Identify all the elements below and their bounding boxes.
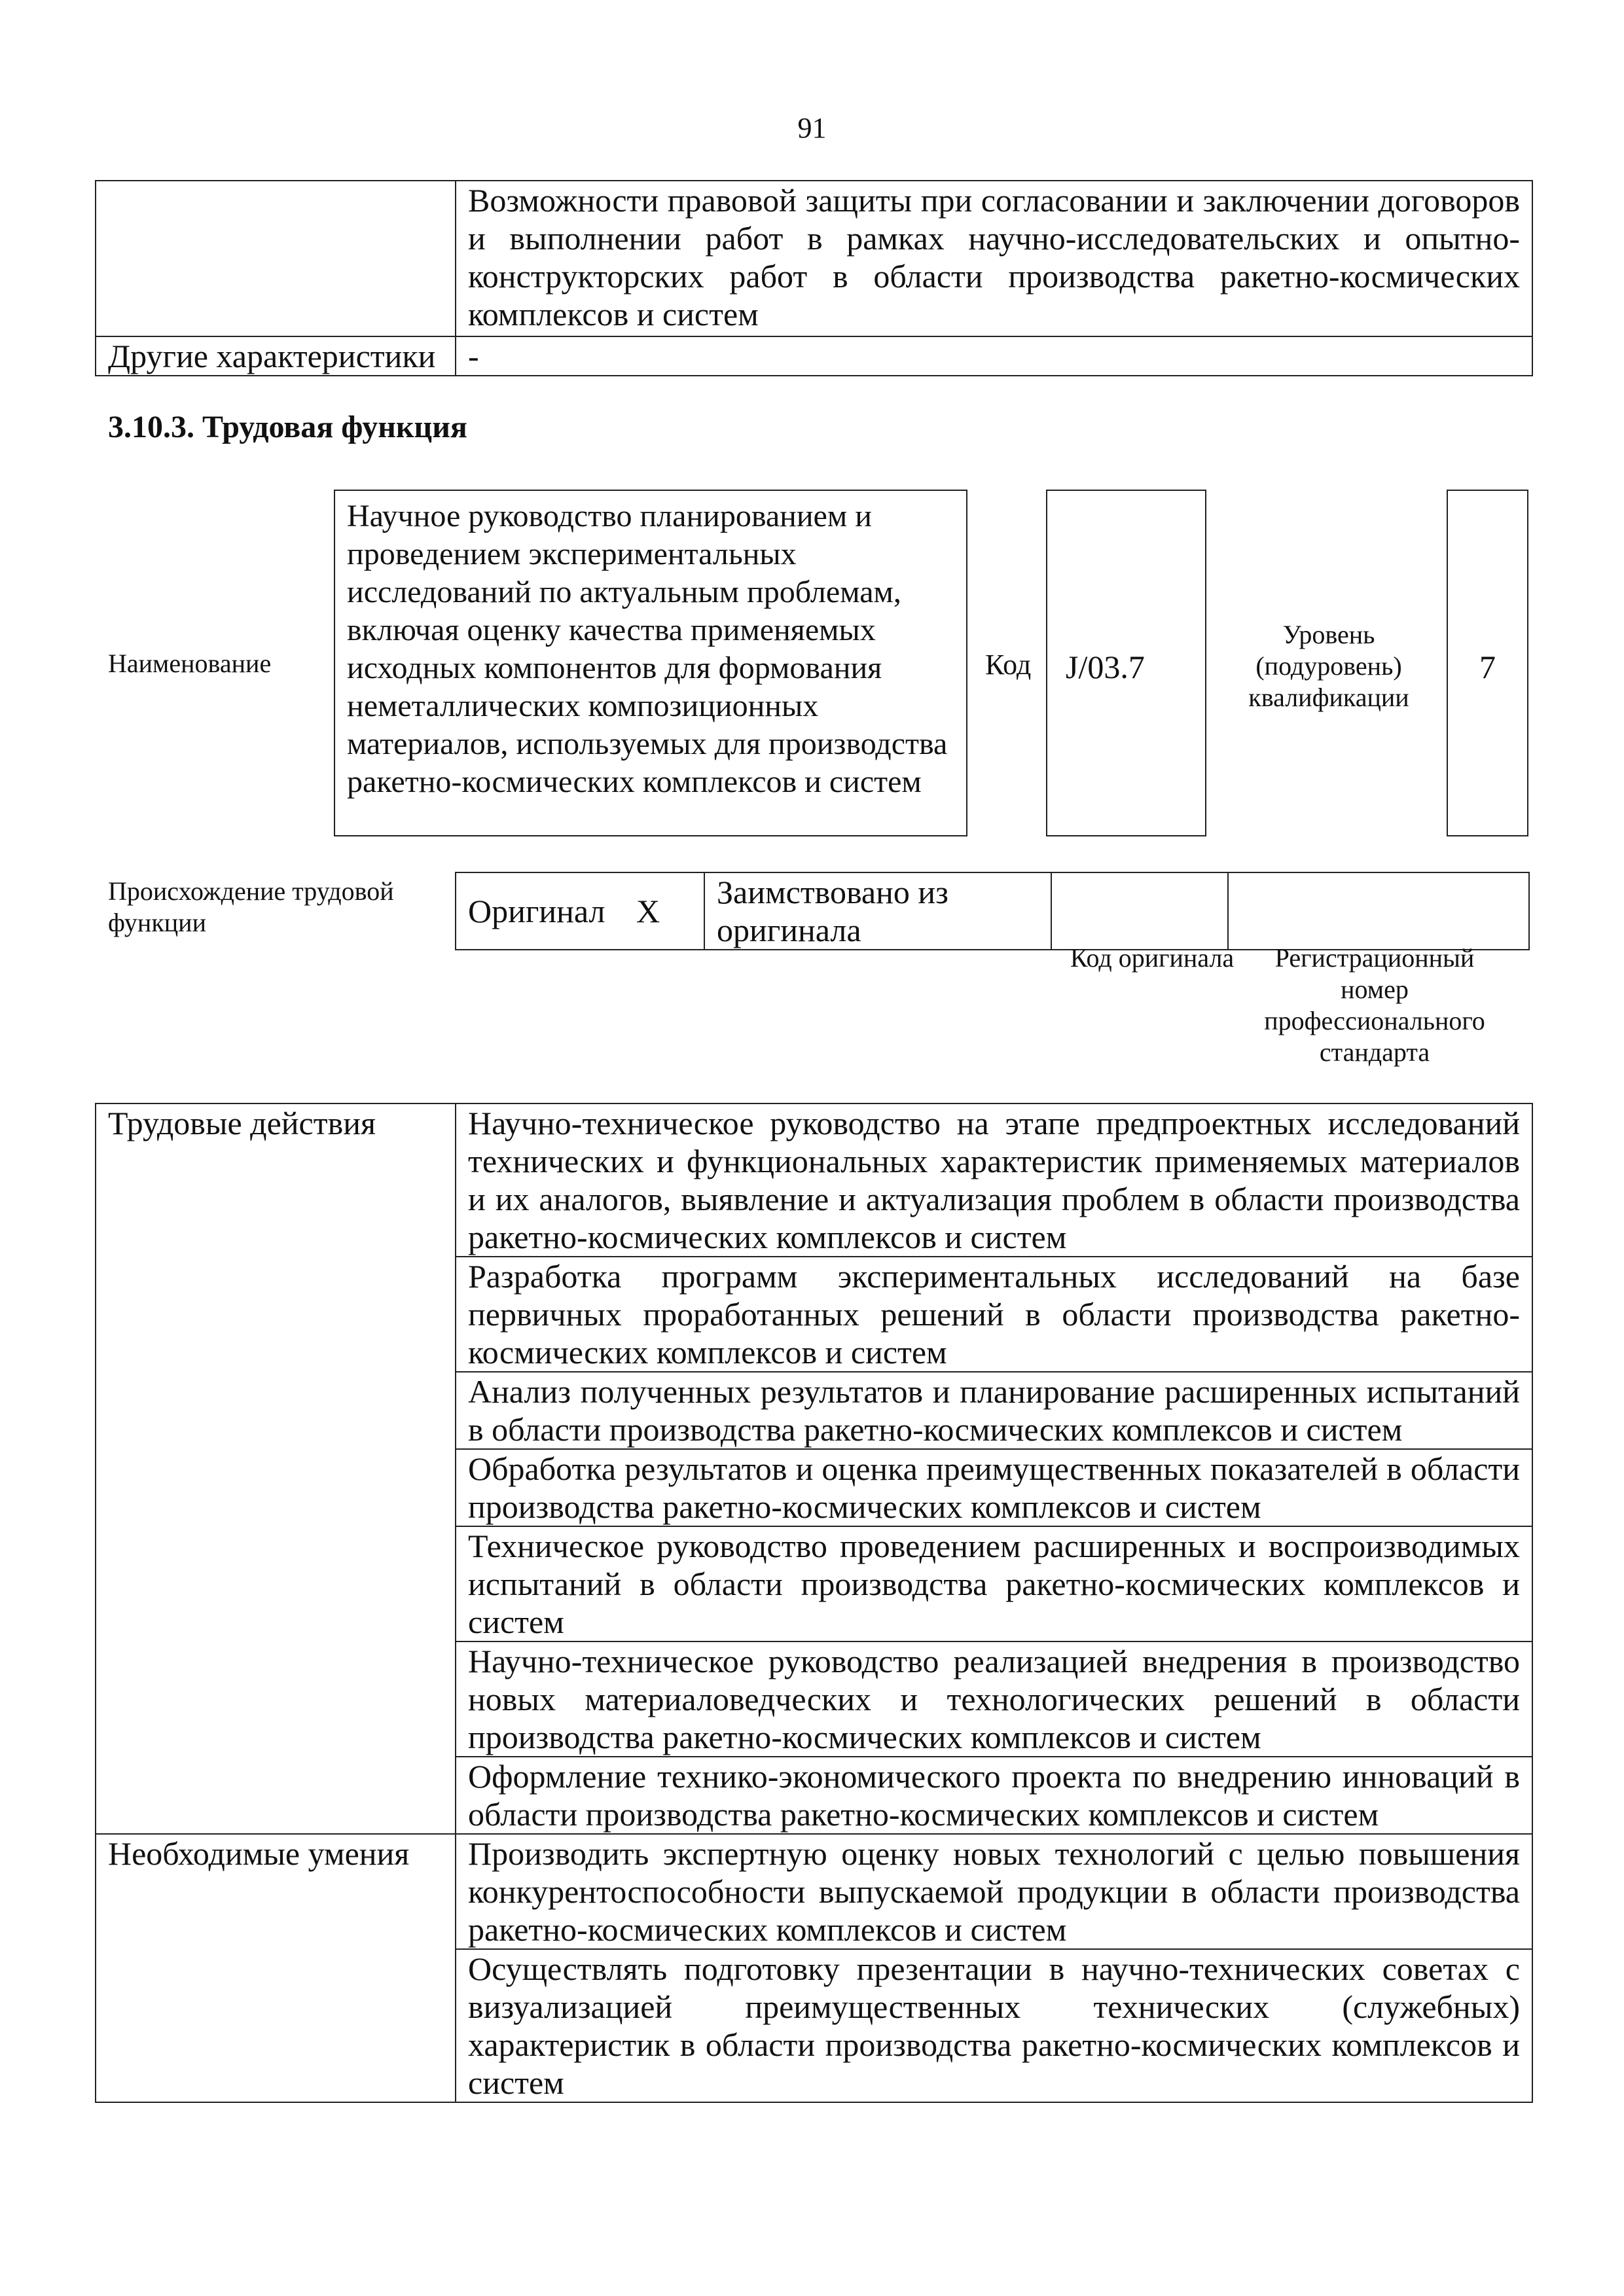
function-name-text: Научное руководство планированием и проведением экспериментальных исследований по актуальным проблемам, включая оценку качества применяемых исходных компонентов для формования неметаллических композиционных материалов, используемых для производства ракетно-космических комплексов и систем: [347, 499, 948, 799]
required-skill-item: Осуществлять подготовку презентации в научно-технических советах с визуализацией преимущественных технических (служебных) характеристик в области производства ракетно-космических комплексов и систем: [456, 1949, 1532, 2102]
table-cell-empty: [96, 181, 456, 336]
labor-action-item: Научно-техническое руководство реализацией внедрения в производство новых материаловедческих и технологических решений в области производства ракетно-космических комплексов и систем: [456, 1641, 1532, 1757]
required-skill-item: Производить экспертную оценку новых технологий с целью повышения конкурентоспособности выпускаемой продукции в области производства ракетно-космических комплексов и систем: [456, 1834, 1532, 1949]
table-row: [96, 1103, 1532, 1257]
labor-actions-table: [95, 1103, 1533, 2103]
original-code-cell: [1051, 872, 1228, 950]
table-row: [96, 1834, 1532, 1949]
other-characteristics-label: Другие характеристики: [96, 336, 456, 376]
other-characteristics-value: -: [456, 336, 1532, 376]
registration-number-cell: [1228, 872, 1529, 950]
labor-action-item: Обработка результатов и оценка преимущественных показателей в области производства ракетно-космических комплексов и систем: [456, 1449, 1532, 1526]
labor-action-item: Оформление технико-экономического проекта по внедрению инноваций в области производства ракетно-космических комплексов и систем: [456, 1757, 1532, 1834]
labor-action-item: Анализ полученных результатов и планирование расширенных испытаний в области производства ракетно-космических комплексов и систем: [456, 1372, 1532, 1449]
borrowed-label: Заимствовано из оригинала: [704, 872, 1051, 950]
original-mark: X: [624, 872, 704, 950]
table-row: [456, 872, 1529, 950]
function-name-box: [334, 490, 967, 836]
origin-table: [455, 872, 1530, 950]
labor-action-item: Разработка программ экспериментальных исследований на базе первичных проработанных решений в области производства ракетно-космических комплексов и систем: [456, 1257, 1532, 1372]
origin-label: Происхождение трудовой функции: [108, 876, 394, 937]
original-code-caption: Код оригинала: [1070, 943, 1235, 973]
legal-protection-text: Возможности правовой защиты при согласовании и заключении договоров и выполнении работ в рамках научно-исследовательских и опытно-конструкторских работ в области производства ракетно-космических комплексов и систем: [456, 181, 1532, 336]
qualification-level-label: Уровень (подуровень) квалификации: [1248, 620, 1409, 712]
section-heading: 3.10.3. Трудовая функция: [108, 410, 467, 444]
original-label: Оригинал: [456, 872, 624, 950]
required-skill-group-label: Необходимые умения: [96, 1834, 456, 2102]
table-row: [96, 181, 1532, 336]
code-label: Код: [985, 649, 1032, 681]
labor-action-item: Техническое руководство проведением расширенных и воспроизводимых испытаний в области производства ракетно-космических комплексов и систем: [456, 1526, 1532, 1641]
level-box: [1447, 490, 1528, 836]
page-number: 91: [797, 112, 827, 144]
name-label: Наименование: [108, 649, 272, 678]
code-value: J/03.7: [1066, 649, 1145, 685]
registration-number-caption: Регистрационный номер профессионального стандарта: [1264, 943, 1485, 1067]
characteristics-table: [95, 180, 1533, 376]
labor-action-group-label: Трудовые действия: [96, 1103, 456, 1834]
table-row: [96, 336, 1532, 376]
level-value: 7: [1479, 649, 1496, 685]
labor-action-item: Научно-техническое руководство на этапе предпроектных исследований технических и функциональных характеристик применяемых материалов и их аналогов, выявление и актуализация проблем в области производства ракетно-космических комплексов и систем: [456, 1103, 1532, 1257]
code-box: [1046, 490, 1206, 836]
